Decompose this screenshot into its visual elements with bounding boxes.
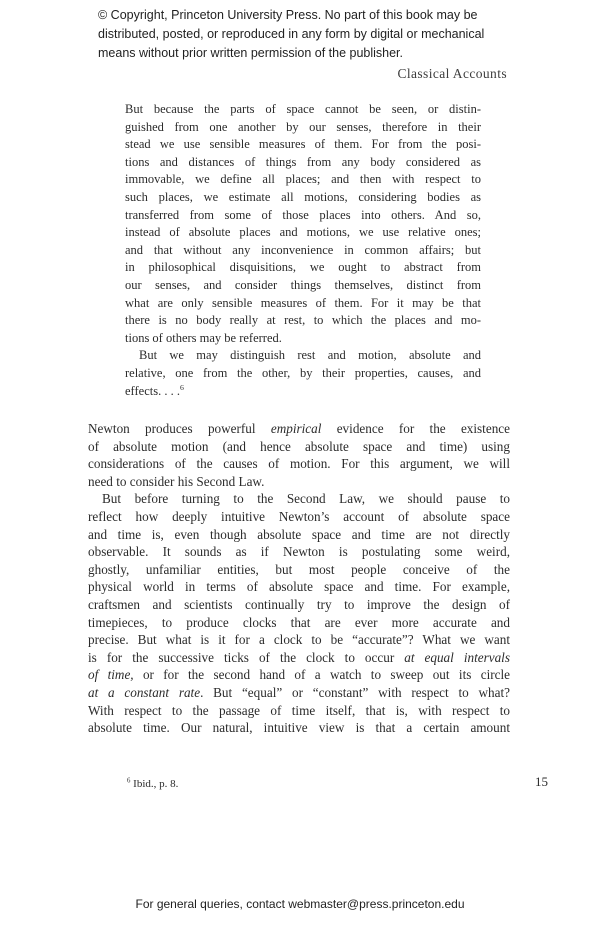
text-line: what are only sensible measures of them. For it may be that — [125, 295, 481, 310]
text-line: of time, or for the second hand of a watch to sweep out its circle — [88, 667, 510, 683]
text-line: and time is, even though absolute space and time are not directly — [88, 526, 510, 542]
text-line: tions and distances of things from any body considered as — [125, 154, 481, 169]
text-line: at a constant rate. But “equal” or “constant” with respect to what? — [88, 684, 510, 700]
text-line: of absolute motion (and hence absolute space and time) using — [88, 438, 510, 454]
text-line: means without prior written permission of the publisher. — [98, 46, 404, 60]
text-line: craftsmen and scientists continually try to improve the design of — [88, 596, 510, 612]
text-line: our senses, and consider things themselves, distinct from — [125, 277, 481, 292]
text-line: physical world in terms of absolute space and time. For example, — [88, 579, 510, 595]
text-line: such places, we estimate all motions, considering bodies as — [125, 189, 481, 204]
text-line: ghostly, unfamiliar entities, but most people conceive of the — [88, 561, 510, 577]
text-line: stead we use sensible measures of them. For from the posi- — [125, 137, 481, 152]
text-line: absolute time. Our natural, intuitive view is that a certain amount — [88, 720, 510, 736]
text-line: timepieces, to produce clocks that are ever more accurate and — [88, 614, 510, 630]
text-line: instead of absolute places and motions, we use relative ones; — [125, 225, 481, 240]
text-line: precise. But what is it for a clock to be “accurate”? What we want — [88, 632, 510, 648]
text-line: © Copyright, Princeton University Press. No part of this book may be — [98, 8, 478, 22]
text-line: But before turning to the Second Law, we should pause to — [102, 491, 510, 507]
text-line: reflect how deeply intuitive Newton’s account of absolute space — [88, 508, 510, 524]
text-line: considerations of the causes of motion. For this argument, we will — [88, 456, 510, 472]
text-line: observable. It sounds as if Newton is postulating some weird, — [88, 544, 510, 560]
text-line: tions of others may be referred. — [125, 330, 282, 345]
text-line: need to consider his Second Law. — [88, 473, 265, 489]
text-line: relative, one from the other, by their properties, causes, and — [125, 365, 481, 380]
footnote — [127, 777, 178, 791]
text-line: immovable, we define all places; and then with respect to — [125, 172, 481, 187]
text-line: distributed, posted, or reproduced in any form by digital or mechanical — [98, 27, 485, 41]
text-line: Newton produces powerful empirical evidence for the existence — [88, 421, 510, 436]
copyright-notice — [98, 6, 484, 63]
text-line: in philosophical disquisitions, we ought to abstract from — [125, 260, 481, 275]
text-line: $^6$ Ibid., p. 8. — [127, 777, 179, 790]
body-text — [88, 420, 510, 737]
text-line: But because the parts of space cannot be seen, or distin- — [125, 102, 481, 116]
text-line: there is no body really at rest, to which the places and mo- — [125, 313, 481, 328]
text-line: and that without any inconvenience in common affairs; but — [125, 242, 481, 257]
text-line: guished from one another by our senses, therefore in their — [125, 119, 481, 134]
contact-footer: For general queries, contact webmaster@press.princeton.edu — [135, 897, 465, 911]
text-line: is for the successive ticks of the clock to occur at equal intervals — [88, 649, 510, 665]
text-line: But we may distinguish rest and motion, absolute and — [139, 348, 481, 363]
block-quote — [125, 101, 481, 400]
page-number: 15 — [535, 774, 548, 789]
text-line: effects. . . .$^6$ — [125, 382, 184, 398]
running-header: Classical Accounts — [397, 66, 507, 81]
text-line: transferred from some of those places into others. And so, — [125, 207, 481, 222]
text-line: With respect to the passage of time itself, that is, with respect to — [88, 702, 510, 718]
